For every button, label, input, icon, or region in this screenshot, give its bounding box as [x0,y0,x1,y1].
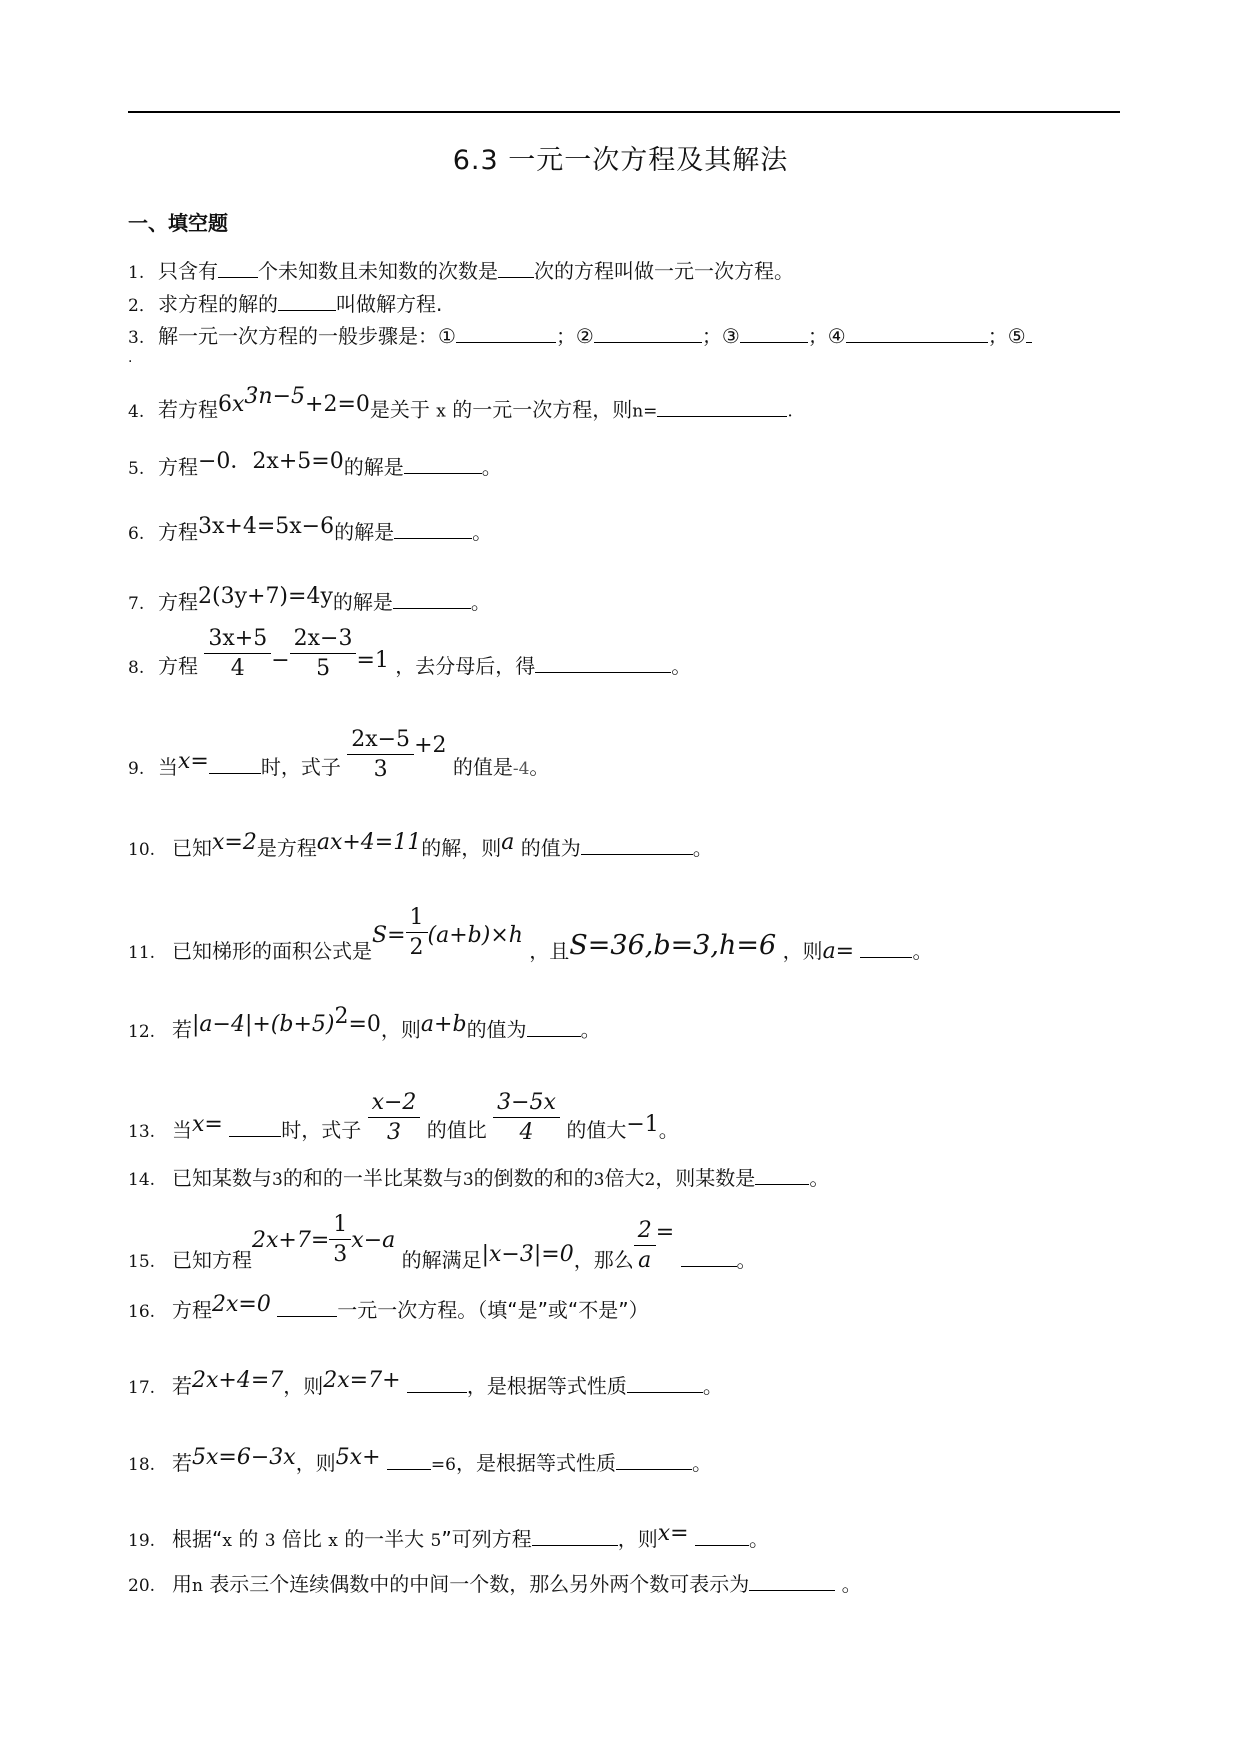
question-4: 4. 若方程$6x^{3n-5}+2=0$是关于 x 的一元一次方程，则n= . [128,384,793,422]
question-8: 8. 方程 $\frac{3x+5}{4}$ − $\frac{2x-3}{5}$ =1 ，去分母后，得 。 [128,626,692,681]
answer-blank[interactable] [527,1018,581,1037]
answer-blank[interactable] [755,1166,809,1185]
answer-blank[interactable] [218,259,258,278]
q3-dot: . [128,350,133,366]
fraction: $\frac{1}{2}$ [406,905,428,960]
answer-blank[interactable] [387,1451,431,1470]
question-3: 3. 解一元一次方程的一般步骤是：① ；② ；③ ；④ ；⑤ [128,320,1032,349]
answer-blank[interactable] [657,398,787,417]
question-14: 14. 已知某数与3的和的一半比某数与3的倒数的和的3倍大2，则某数是 。 [128,1166,830,1190]
answer-blank[interactable] [229,1118,281,1137]
question-19: 19. 根据“x 的 3 倍比 x 的一半大 5”可列方程 ，则x= 。 [128,1521,769,1551]
question-15: 15. 已知方程2x+7= $\frac{1}{3}$ x−a 的解满足|x−3|=0，那么 $\frac{2}{a}$ = 。 [128,1212,757,1273]
answer-blank[interactable] [407,1374,467,1393]
answer-blank[interactable] [860,939,912,958]
answer-blank[interactable] [277,1298,337,1317]
section-heading: 一、填空题 [128,211,228,235]
answer-blank[interactable] [616,1451,692,1470]
page-title: 6.3 一元一次方程及其解法 [452,145,789,176]
question-1: 1. 只含有 个未知数且未知数的次数是 次的方程叫做一元一次方程。 [128,259,794,283]
question-17: 17. 若2x+4=7，则2x=7+ ，是根据等式性质 。 [128,1368,723,1398]
fraction: $\frac{1}{3}$ [329,1212,351,1267]
header-rule [128,111,1120,113]
answer-blank[interactable] [581,836,693,855]
question-6: 6. 方程3x+4=5x−6的解是 。 [128,514,493,544]
answer-blank[interactable] [532,1527,618,1546]
fraction: $\frac{3-5x}{4}$ [493,1090,560,1145]
question-10: 10. 已知x=2是方程ax+4=11的解，则a 的值为 。 [128,830,713,860]
fraction: $\frac{2x-3}{5}$ [290,626,357,681]
fraction: $\frac{2}{a}$ [634,1218,656,1273]
question-12: 12. 若$|a-4|+(b+5)^2=0$，则a+b的值为 。 [128,1004,601,1042]
answer-blank[interactable] [695,1527,749,1546]
fraction: $\frac{3x+5}{4}$ [204,626,271,681]
answer-blank[interactable] [393,590,471,609]
answer-blank[interactable] [498,259,534,278]
question-16: 16. 方程2x=0 一元一次方程。（填“是”或“不是”） [128,1292,649,1322]
question-13: 13. 当x= 时，式子 $\frac{x-2}{3}$ 的值比 $\frac{3-5x}{4}$ 的值大−1。 [128,1090,679,1145]
fraction: $\frac{2x-5}{3}$ [347,727,414,782]
question-18: 18. 若5x=6−3x，则5x+ =6，是根据等式性质 。 [128,1445,712,1475]
answer-blank[interactable] [404,455,482,474]
answer-blank[interactable] [209,755,261,774]
answer-blank[interactable] [394,520,472,539]
answer-blank[interactable] [456,324,556,343]
question-7: 7. 方程2(3y+7)=4y的解是 。 [128,584,491,614]
answer-blank[interactable] [535,654,671,673]
answer-blank[interactable] [749,1572,835,1591]
question-20: 20. 用n 表示三个连续偶数中的中间一个数，那么另外两个数可表示为 。 [128,1572,862,1596]
fraction: $\frac{x-2}{3}$ [368,1090,421,1145]
answer-blank[interactable] [1026,324,1032,343]
question-9: 9. 当x= 时，式子 $\frac{2x-5}{3}$ +2 的值是-4。 [128,727,550,782]
answer-blank[interactable] [627,1374,703,1393]
answer-blank[interactable] [846,324,988,343]
question-2: 2． 求方程的解的 叫做解方程. [128,292,443,316]
answer-blank[interactable] [278,292,336,311]
answer-blank[interactable] [594,324,702,343]
question-5: 5. 方程−0．2x+5=0的解是 。 [128,449,502,479]
question-11: 11. 已知梯形的面积公式是S= $\frac{1}{2}$ (a+b)×h ，且S=36,b=3,h=6 ，则a= 。 [128,905,933,964]
answer-blank[interactable] [681,1248,737,1267]
answer-blank[interactable] [740,324,808,343]
